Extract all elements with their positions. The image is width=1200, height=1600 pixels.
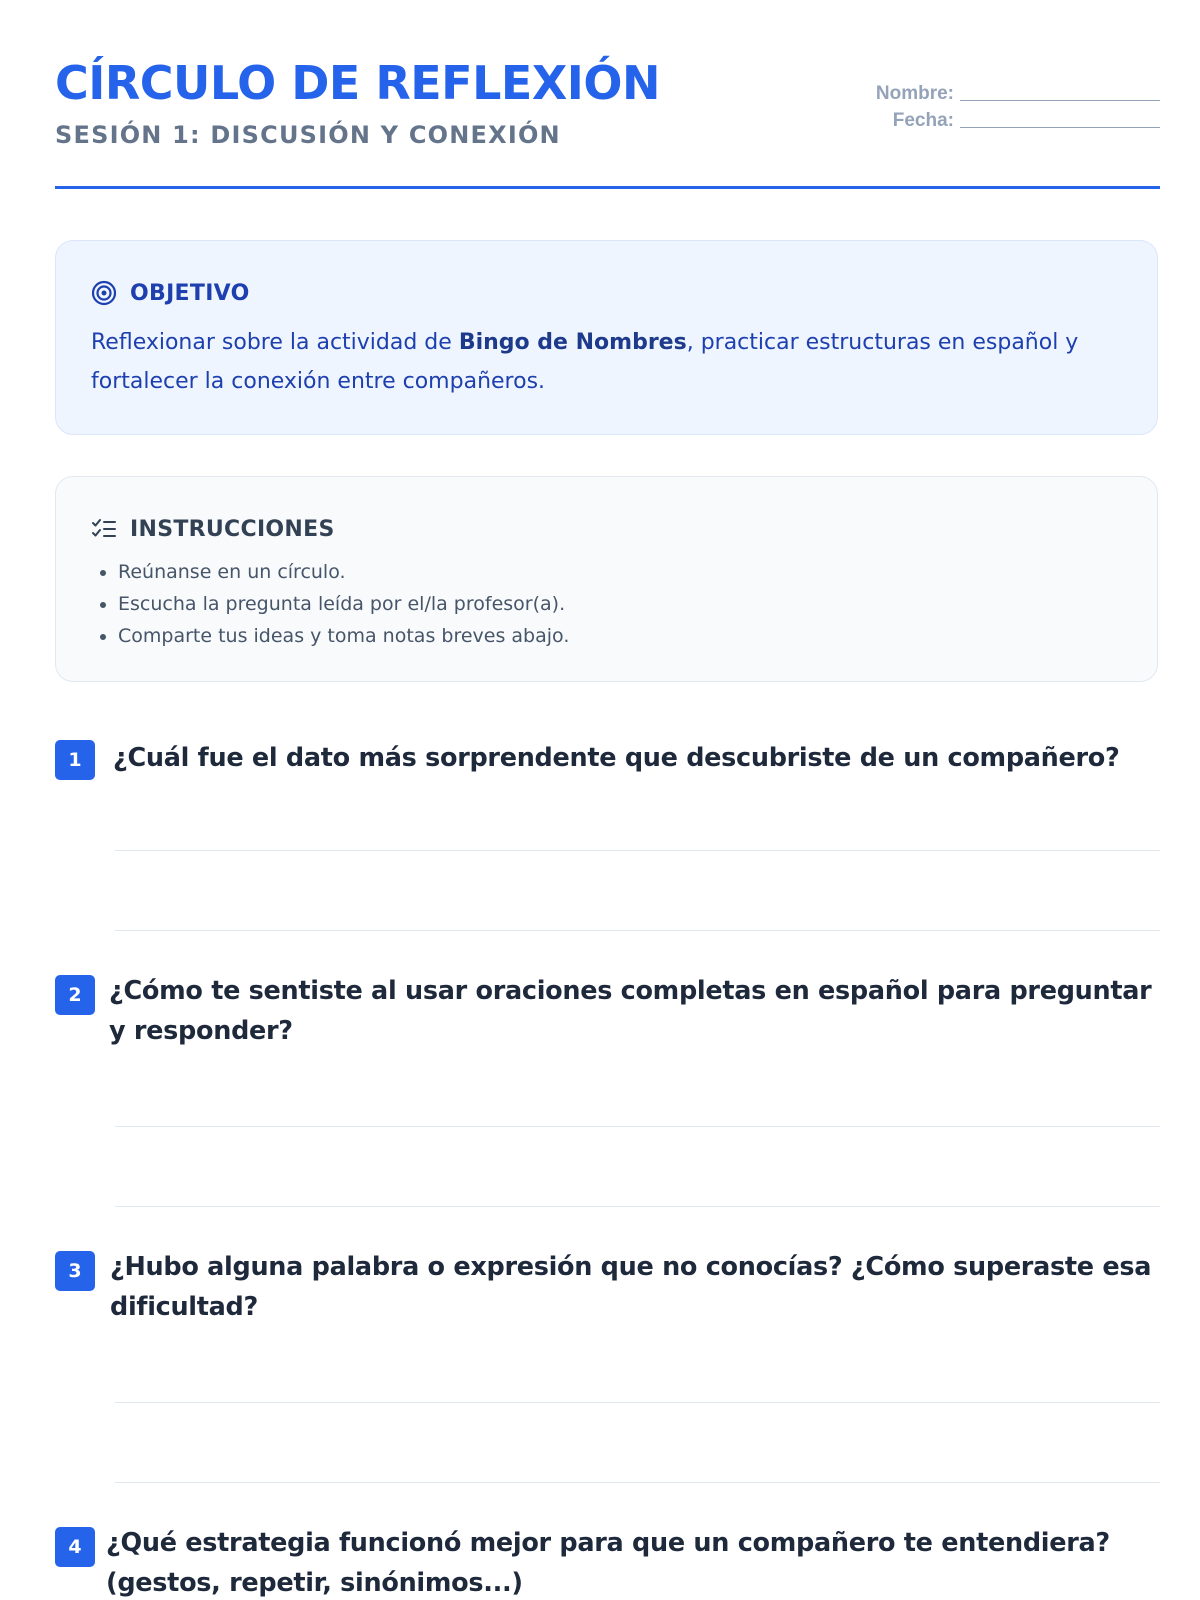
- answer-line[interactable]: [115, 1206, 1160, 1207]
- instructions-header: [91, 514, 335, 544]
- answer-line[interactable]: [115, 850, 1160, 851]
- objective-text-end: , practicar estructuras en español y fortalecer la conexión entre compañeros.: [91, 330, 1079, 394]
- answer-line[interactable]: [115, 1126, 1160, 1127]
- worksheet-header: [55, 50, 1160, 189]
- answer-line[interactable]: [115, 1402, 1160, 1403]
- question-text: ¿Qué estrategia funcionó mejor para que un compañero te entendiera? (gestos, repetir, sinónimos...): [106, 1528, 1110, 1598]
- instructions-list: [91, 556, 569, 652]
- question-text: ¿Hubo alguna palabra o expresión que no conocías? ¿Cómo superaste esa dificultad?: [110, 1252, 1152, 1322]
- objective-text-start: Reflexionar sobre la actividad de: [91, 330, 459, 355]
- objective-card: [55, 240, 1158, 435]
- instruction-item: • Escucha la pregunta leída por el/la profesor(a).: [118, 588, 569, 620]
- page-title: CÍRCULO DE REFLEXIÓN: [55, 56, 661, 110]
- objective-activity-name: Bingo de Nombres: [458, 330, 687, 355]
- name-blank-line[interactable]: [960, 100, 1160, 101]
- objective-header: [91, 278, 250, 308]
- checklist-icon: [91, 516, 117, 542]
- instruction-item: • Reúnanse en un círculo.: [118, 556, 569, 588]
- target-icon: [91, 280, 117, 306]
- name-field[interactable]: [860, 78, 1160, 105]
- date-blank-line[interactable]: [960, 127, 1160, 128]
- student-fields: [860, 78, 1160, 132]
- instruction-item: • Comparte tus ideas y toma notas breves abajo.: [118, 620, 569, 652]
- question-number-badge: 1: [55, 740, 95, 780]
- instructions-title: INSTRUCCIONES: [130, 516, 335, 542]
- answer-line[interactable]: [115, 1482, 1160, 1483]
- question-number-badge: 3: [55, 1251, 95, 1291]
- question-number-badge: 4: [55, 1527, 95, 1567]
- name-label: Nombre:: [875, 83, 954, 104]
- question-number-badge: 2: [55, 975, 95, 1015]
- objective-title: OBJETIVO: [130, 280, 250, 306]
- page-subtitle: SESIÓN 1: DISCUSIÓN Y CONEXIÓN: [55, 121, 561, 149]
- question-text: ¿Cómo te sentiste al usar oraciones completas en español para preguntar y responder?: [109, 976, 1152, 1046]
- instructions-card: [55, 476, 1158, 682]
- answer-line[interactable]: [115, 930, 1160, 931]
- objective-text: [91, 323, 1111, 401]
- date-field[interactable]: [860, 105, 1160, 132]
- date-label: Fecha:: [892, 110, 954, 131]
- question-text: ¿Cuál fue el dato más sorprendente que descubriste de un compañero?: [113, 743, 1120, 773]
